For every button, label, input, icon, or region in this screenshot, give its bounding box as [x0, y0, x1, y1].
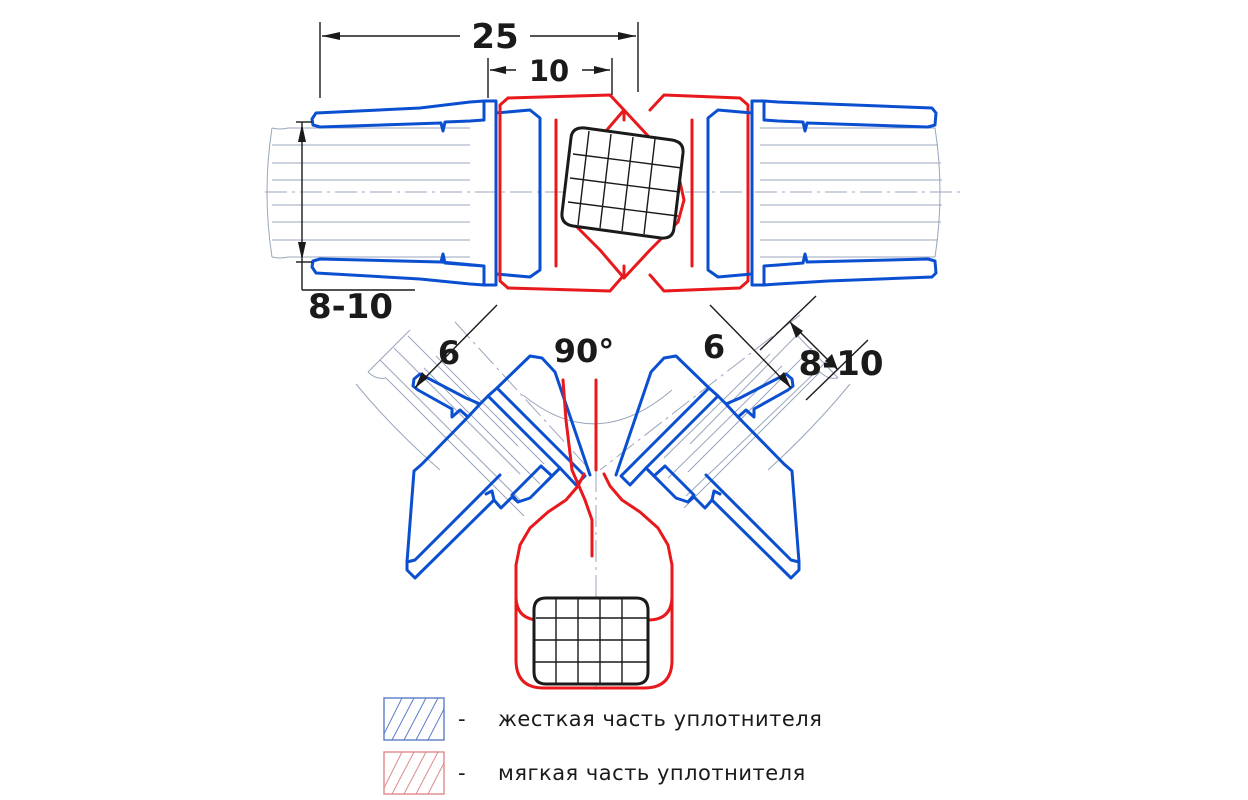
left-glass-panel	[267, 128, 470, 258]
top-assembly	[265, 17, 960, 327]
bottom-assembly	[356, 296, 884, 690]
dim-6-right-label: 6	[702, 328, 726, 366]
legend	[384, 698, 822, 794]
center-mesh-core	[562, 128, 683, 238]
legend-soft-dash: -	[457, 761, 467, 785]
dim-8-10-right-label: 8-10	[798, 344, 884, 384]
dim-6-left-label: 6	[437, 334, 461, 372]
legend-soft-swatch	[384, 752, 444, 794]
dim-8-10-left-label: 8-10	[308, 287, 394, 327]
legend-soft-label: мягкая часть уплотнителя	[498, 761, 806, 785]
dim-25-label: 25	[471, 17, 519, 57]
corner-mesh-core	[534, 598, 648, 684]
dim-90-label: 90°	[553, 332, 615, 370]
legend-hard-swatch	[384, 698, 444, 740]
legend-hard-label: жесткая часть уплотнителя	[498, 707, 823, 731]
dim-10-label: 10	[528, 54, 570, 88]
legend-hard-dash: -	[457, 707, 467, 731]
